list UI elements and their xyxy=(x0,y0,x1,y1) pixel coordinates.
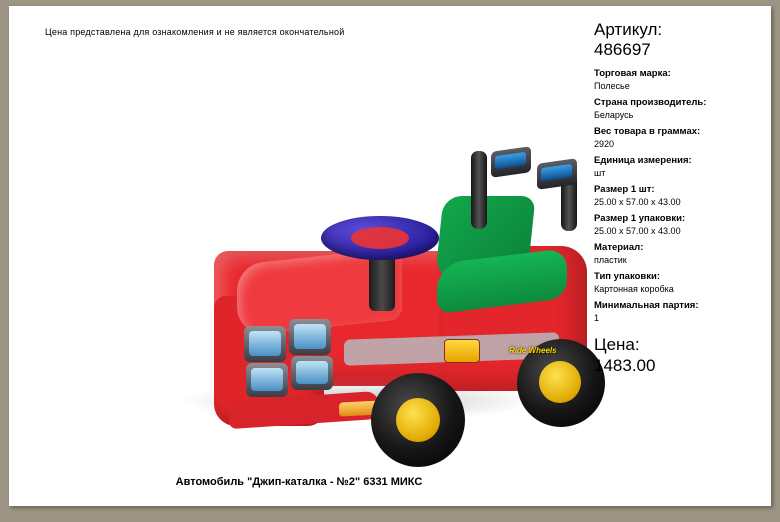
spec-row xyxy=(594,242,771,266)
spec-row xyxy=(594,300,771,324)
spec-value: Беларусь xyxy=(594,110,634,120)
ride-on-car-photo xyxy=(39,51,579,451)
spec-row xyxy=(594,271,771,295)
body-decal-text: Ride Wheels xyxy=(509,346,557,355)
product-caption: Автомобиль "Джип-каталка - №2" 6331 МИКС xyxy=(175,476,423,488)
spec-label: Тип упаковки: xyxy=(594,271,660,282)
spec-label: Вес товара в граммах: xyxy=(594,126,701,137)
headlamp-glass-2 xyxy=(294,324,326,349)
spec-label: Торговая марка: xyxy=(594,68,671,79)
mirror-post-left xyxy=(471,151,487,229)
price-value: 1483.00 xyxy=(594,356,656,375)
spec-value: 25.00 x 57.00 x 43.00 xyxy=(594,226,681,236)
spec-row xyxy=(594,184,771,208)
headlamp-glass-4 xyxy=(296,361,328,384)
spec-label: Материал: xyxy=(594,242,644,253)
price-disclaimer-text: Цена представлена для ознакомления и не является окончательной xyxy=(45,27,345,37)
spec-value: шт xyxy=(594,168,606,178)
front-badge xyxy=(444,339,480,363)
spec-label: Размер 1 шт: xyxy=(594,184,655,195)
spec-label: Минимальная партия: xyxy=(594,300,699,311)
spec-row xyxy=(594,97,771,121)
spec-value: пластик xyxy=(594,255,627,265)
spec-label: Единица измерения: xyxy=(594,155,692,166)
spec-value: 1 xyxy=(594,313,600,323)
spec-label: Размер 1 упаковки: xyxy=(594,213,686,224)
front-rim xyxy=(396,398,440,442)
headlamp-glass-3 xyxy=(251,368,283,391)
spec-label: Страна производитель: xyxy=(594,97,707,108)
spec-row xyxy=(594,213,771,237)
headlamp-glass-1 xyxy=(249,331,281,356)
product-specs-panel xyxy=(594,6,771,506)
product-image-panel xyxy=(9,6,589,506)
document-page xyxy=(9,6,771,506)
spec-row xyxy=(594,126,771,150)
steering-wheel-hub xyxy=(351,227,409,249)
spec-value: 25.00 x 57.00 x 43.00 xyxy=(594,197,681,207)
price-label: Цена: xyxy=(594,335,640,354)
spec-row xyxy=(594,155,771,179)
spec-value: Полесье xyxy=(594,81,630,91)
sku-value: 486697 xyxy=(594,40,651,59)
spec-row xyxy=(594,68,771,92)
spec-value: 2920 xyxy=(594,139,615,149)
spec-value: Картонная коробка xyxy=(594,284,674,294)
sku-label: Артикул: xyxy=(594,20,663,39)
